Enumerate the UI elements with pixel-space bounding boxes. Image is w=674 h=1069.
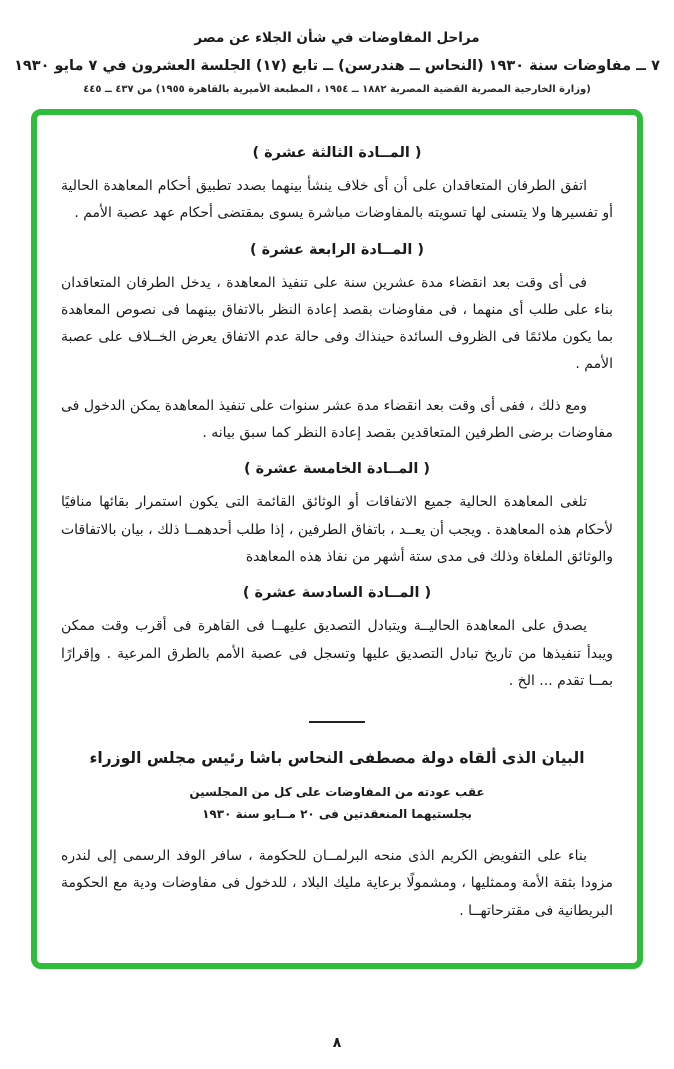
statement-subtitle-2: بجلستيهما المنعقدتين فى ٢٠ مــايو سنة ١٩٣٠ <box>202 807 472 822</box>
article-15-title: ( المــادة الخامسة عشرة ) <box>243 461 430 478</box>
document-header-title: مراحل المفاوضات في شأن الجلاء عن مصر <box>194 30 480 46</box>
article-15-paragraph-1: تلغى المعاهدة الحالية جميع الاتفاقات أو الوثائق القائمة التى يكون استمرار بقائها منافيًا لأحكام هذه المعاهدة . ويجب أن يعــد ، باتفاق الطرفين ، إذا طلب أحدهمــا ذلك ، بيان بالاتفاقات والوثائق الملغاة وذلك فى مدى ستة أشهر من نفاذ هذه المعاهدة <box>61 494 613 565</box>
article-14-paragraph-2: ومع ذلك ، ففى أى وقت بعد انقضاء مدة عشر سنوات على تنفيذ المعاهدة يمكن الدخول فى مفاوضات برضى الطرفين المتعاقدين بقصد إعادة النظر كما سبق بيانه . <box>61 397 613 442</box>
article-13-section <box>61 145 613 228</box>
article-14-title: ( المــادة الرابعة عشرة ) <box>249 241 424 258</box>
article-16-paragraph-1: يصدق على المعاهدة الحاليــة ويتبادل التصديق عليهــا فى القاهرة فى أقرب وقت ممكن ويبدأ تنفيذها من تاريخ تبادل التصديق عليها وتسجل فى عصبة الأمم بالطرق المرعية . وإقرارًا بمــا تقدم ... الخ . <box>61 618 613 689</box>
statement-subtitle-1: عقب عودته من المفاوضات على كل من المجلسين <box>189 785 485 800</box>
article-13-title: ( المــادة الثالثة عشرة ) <box>252 145 422 161</box>
statement-section <box>61 749 613 925</box>
article-16-title: ( المــادة السادسة عشرة ) <box>242 585 432 602</box>
article-15-section <box>61 461 613 571</box>
statement-paragraph: بناء على التفويض الكريم الذى منحه البرلمــان للحكومة ، سافر الوفد الرسمى إلى لندره مزودا بثقة الأمة وممثليها ، ومشمولًا برعاية مليك البلاد ، للدخول فى مفاوضات ودية مع الحكومة البريطانية فى مقترحاتهــا . <box>61 848 613 919</box>
statement-title: البيان الذى ألقاه دولة مصطفى النحاس باشا رئيس مجلس الوزراء <box>89 749 585 768</box>
document-header-source: (وزارة الخارجية المصرية القضية المصرية ١٨٨٢ ــ ١٩٥٤ ، المطبعة الأميرية بالقاهرة ١٩٥٥) من ٤٣٧ ــ ٤٤٥ <box>83 84 591 95</box>
article-14-paragraph-1: فى أى وقت بعد انقضاء مدة عشرين سنة على تنفيذ المعاهدة ، يدخل الطرفان المتعاقدان بناء على طلب أى منهما ، فى مفاوضات بقصد إعادة النظر بالاتفاق بينهما فى نصوص المعاهدة بما يكون ملائمًا فى الظروف السائدة حينذاك وفى حالة عدم الاتفاق يعرض الخــلاف على عصبة الأمم . <box>61 274 613 373</box>
document-header <box>0 0 674 95</box>
article-14-section <box>61 242 613 448</box>
article-13-paragraph-1: اتفق الطرفان المتعاقدان على أن أى خلاف ينشأ بينهما بصدد تطبيق أحكام المعاهدة الحالية أو تفسيرها ولا يتسنى لها تسويته بالمفاوضات مباشرة يسوى بمقتضى أحكام عهد عصبة الأمم . <box>61 178 613 222</box>
highlight-frame <box>31 109 643 969</box>
section-divider <box>309 721 365 723</box>
document-header-subtitle: ٧ ــ مفاوضات سنة ١٩٣٠ (النحاس ــ هندرسن) ــ تابع (١٧) الجلسة العشرون في ٧ مايو ١٩٣٠ <box>14 58 660 74</box>
article-16-section <box>61 585 613 695</box>
page-number: ٨ <box>332 1035 342 1051</box>
